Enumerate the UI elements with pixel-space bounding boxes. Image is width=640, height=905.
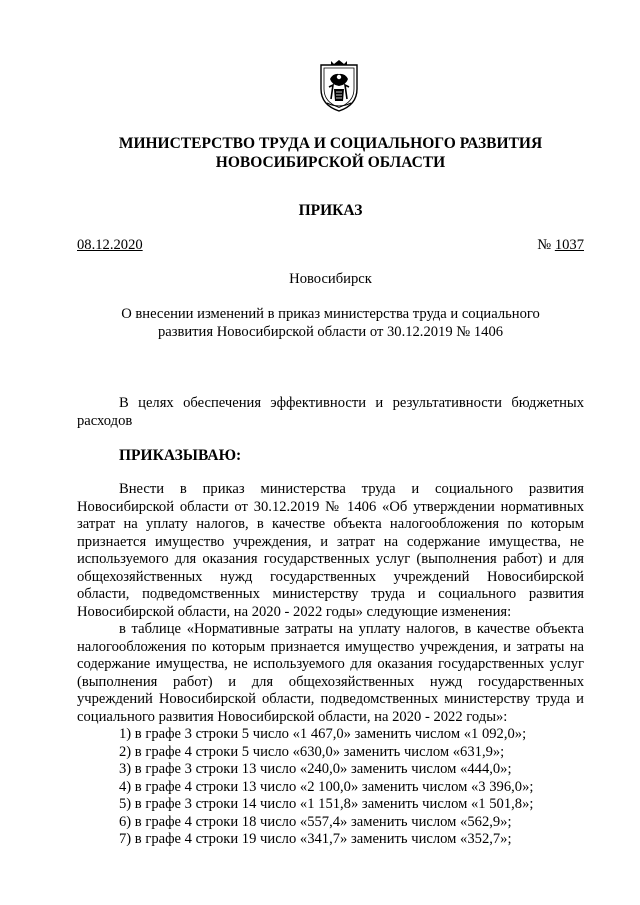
list-item: 7) в графе 4 строки 19 число «341,7» заменить числом «352,7»;	[119, 831, 512, 847]
order-word: ПРИКАЗЫВАЮ:	[119, 447, 242, 464]
ministry-title-line1: МИНИСТЕРСТВО ТРУДА И СОЦИАЛЬНОГО РАЗВИТИЯ	[118, 135, 543, 152]
body-paragraph-2: в таблице «Нормативные затраты на уплату налогов, в качестве объекта налогообложения по которым признается имущество учреждения, и затраты на содержание имущества, не используемого для оказания государственных услуг (выполнения работ) и для общехозяйственных нужд государственных учреждений Новосибирской области, подведомственных министерству труда и социального развития Новосибирской области, на 2020 - 2022 годы»:	[77, 621, 584, 725]
ministry-title-line2: НОВОСИБИРСКОЙ ОБЛАСТИ	[215, 154, 446, 171]
document-type: ПРИКАЗ	[298, 202, 363, 219]
list-item: 6) в графе 4 строки 18 число «557,4» заменить числом «562,9»;	[119, 813, 512, 830]
city: Новосибирск	[289, 271, 372, 287]
number-value: 1037	[554, 237, 584, 253]
list-item: 2) в графе 4 строки 5 число «630,0» заменить числом «631,9»;	[119, 743, 505, 760]
ministry-title	[77, 134, 584, 172]
list-item: 3) в графе 3 строки 13 число «240,0» заменить числом «444,0»;	[119, 761, 512, 777]
body-paragraph-1: Внести в приказ министерства труда и социального развития Новосибирской области от 30.12.2019 № 1406 «Об утверждении нормативных затрат на уплату налогов, в качестве объекта налогообложения по которым признается имущество учреждения, и затрат на содержание имущества, не используемого для оказания государственных услуг (выполнения работ) и для общехозяйственных нужд государственных учреждений Новосибирской области, подведомственных министерству труда и социального развития Новосибирской области, на 2020 - 2022 годы» следующие изменения:	[77, 481, 584, 620]
document-date: 08.12.2020	[77, 237, 143, 253]
document-page	[77, 0, 584, 905]
preamble: В целях обеспечения эффективности и результативности бюджетных расходов	[77, 395, 584, 429]
document-number	[537, 237, 584, 255]
list-item: 5) в графе 3 строки 14 число «1 151,8» заменить числом «1 501,8»;	[119, 796, 534, 812]
document-subject	[117, 306, 544, 341]
subject-line1: О внесении изменений в приказ министерства труда и социального	[121, 306, 540, 322]
amendment-list	[77, 726, 584, 849]
document-body	[77, 481, 584, 849]
list-item: 1) в графе 3 строки 5 число «1 467,0» заменить числом «1 092,0»;	[119, 726, 527, 742]
list-item: 4) в графе 4 строки 13 число «2 100,0» заменить числом «3 396,0»;	[119, 778, 534, 795]
number-prefix: №	[537, 237, 555, 253]
subject-line2: развития Новосибирской области от 30.12.2019 № 1406	[157, 323, 504, 340]
coat-of-arms-icon	[317, 59, 361, 113]
